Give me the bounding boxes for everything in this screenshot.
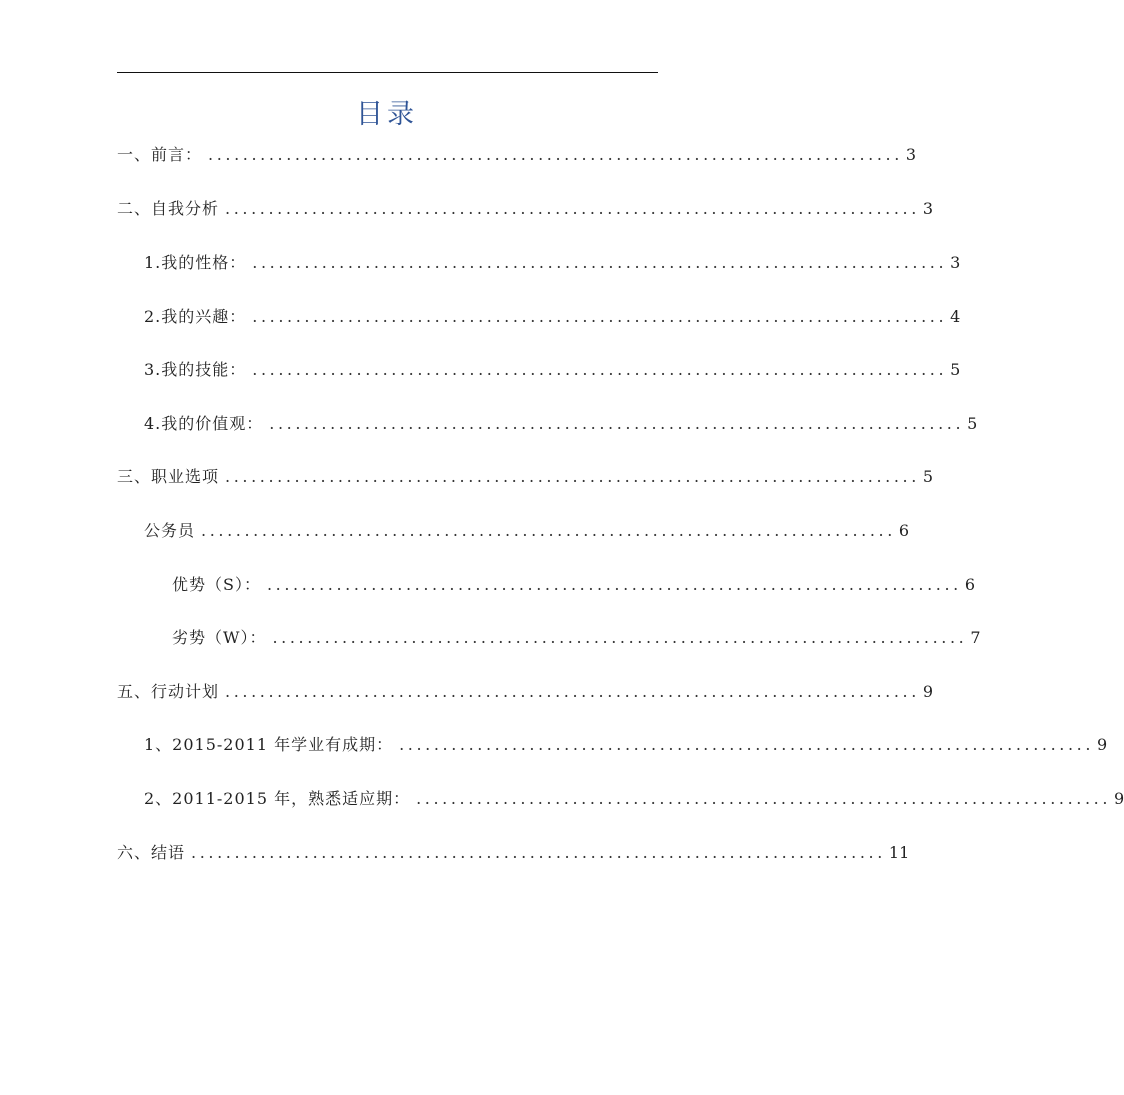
toc-entry-preface[interactable] <box>117 143 917 167</box>
toc-entry-label: 六、结语 <box>117 843 186 862</box>
toc-entry-label: 4.我的价值观： <box>144 414 264 433</box>
toc-entry-label: 2.我的兴趣： <box>144 307 247 326</box>
toc-page-number: 3 <box>905 145 917 164</box>
toc-page-number: 9 <box>922 682 934 701</box>
toc-entry-label: 1、2015-2011 年学业有成期： <box>144 735 394 754</box>
toc-dot-leader: ................................................................................ <box>225 682 920 701</box>
toc-entry-career-options[interactable] <box>117 465 934 489</box>
toc-entry-label: 二、自我分析 <box>117 199 220 218</box>
toc-dot-leader: ................................................................................ <box>399 735 1094 754</box>
toc-title: 目录 <box>356 99 418 130</box>
toc-entry-label: 公务员 <box>144 521 196 540</box>
toc-dot-leader: ................................................................................ <box>252 307 948 326</box>
toc-dot-leader: ................................................................................ <box>191 843 886 862</box>
toc-dot-leader: ................................................................................ <box>266 575 962 594</box>
header-rule <box>117 72 658 73</box>
toc-page-number: 3 <box>950 253 961 272</box>
toc-entry-conclusion[interactable] <box>117 841 910 865</box>
toc-entry-label: 优势（S）： <box>172 575 261 594</box>
toc-entry-civil-servant[interactable] <box>144 519 910 543</box>
toc-page-number: 9 <box>1114 789 1124 808</box>
toc-entry-label: 五、行动计划 <box>117 682 220 701</box>
toc-page-number: 7 <box>970 628 981 647</box>
toc-dot-leader: ................................................................................ <box>225 467 920 486</box>
toc-entry-interests[interactable] <box>144 305 961 329</box>
toc-entry-values[interactable] <box>144 412 978 436</box>
toc-entry-academic-period[interactable] <box>144 733 1108 757</box>
toc-dot-leader: ................................................................................ <box>252 253 948 272</box>
toc-page-number: 5 <box>922 467 934 486</box>
toc-page-number: 9 <box>1097 735 1108 754</box>
toc-entry-self-analysis[interactable] <box>117 197 934 221</box>
toc-dot-leader: ................................................................................ <box>272 628 968 647</box>
toc-page-number: 6 <box>964 575 976 594</box>
toc-entry-weaknesses[interactable] <box>172 626 981 650</box>
toc-dot-leader: ................................................................................ <box>201 521 896 540</box>
toc-entry-adaptation-period[interactable] <box>144 787 1124 811</box>
toc-page-number: 5 <box>967 414 978 433</box>
toc-dot-leader: ................................................................................ <box>416 789 1111 808</box>
toc-page-number: 3 <box>922 199 934 218</box>
toc-page-number: 11 <box>888 843 910 862</box>
toc-entry-label: 3.我的技能： <box>144 360 247 379</box>
toc-entry-label: 1.我的性格： <box>144 253 247 272</box>
toc-dot-leader: ................................................................................ <box>269 414 965 433</box>
toc-entry-strengths[interactable] <box>172 573 976 597</box>
toc-dot-leader: ................................................................................ <box>208 145 903 164</box>
toc-entry-label: 劣势（W）： <box>172 628 267 647</box>
toc-entry-label: 一、前言： <box>117 145 203 164</box>
toc-entry-label: 三、职业选项 <box>117 467 220 486</box>
toc-entry-action-plan[interactable] <box>117 680 934 704</box>
toc-entry-personality[interactable] <box>144 251 961 275</box>
toc-page-number: 5 <box>950 360 961 379</box>
toc-entry-skills[interactable] <box>144 358 961 382</box>
toc-page-number: 4 <box>950 307 961 326</box>
toc-page-number: 6 <box>898 521 910 540</box>
toc-dot-leader: ................................................................................ <box>225 199 920 218</box>
toc-dot-leader: ................................................................................ <box>252 360 948 379</box>
toc-entry-label: 2、2011-2015 年，熟悉适应期： <box>144 789 411 808</box>
